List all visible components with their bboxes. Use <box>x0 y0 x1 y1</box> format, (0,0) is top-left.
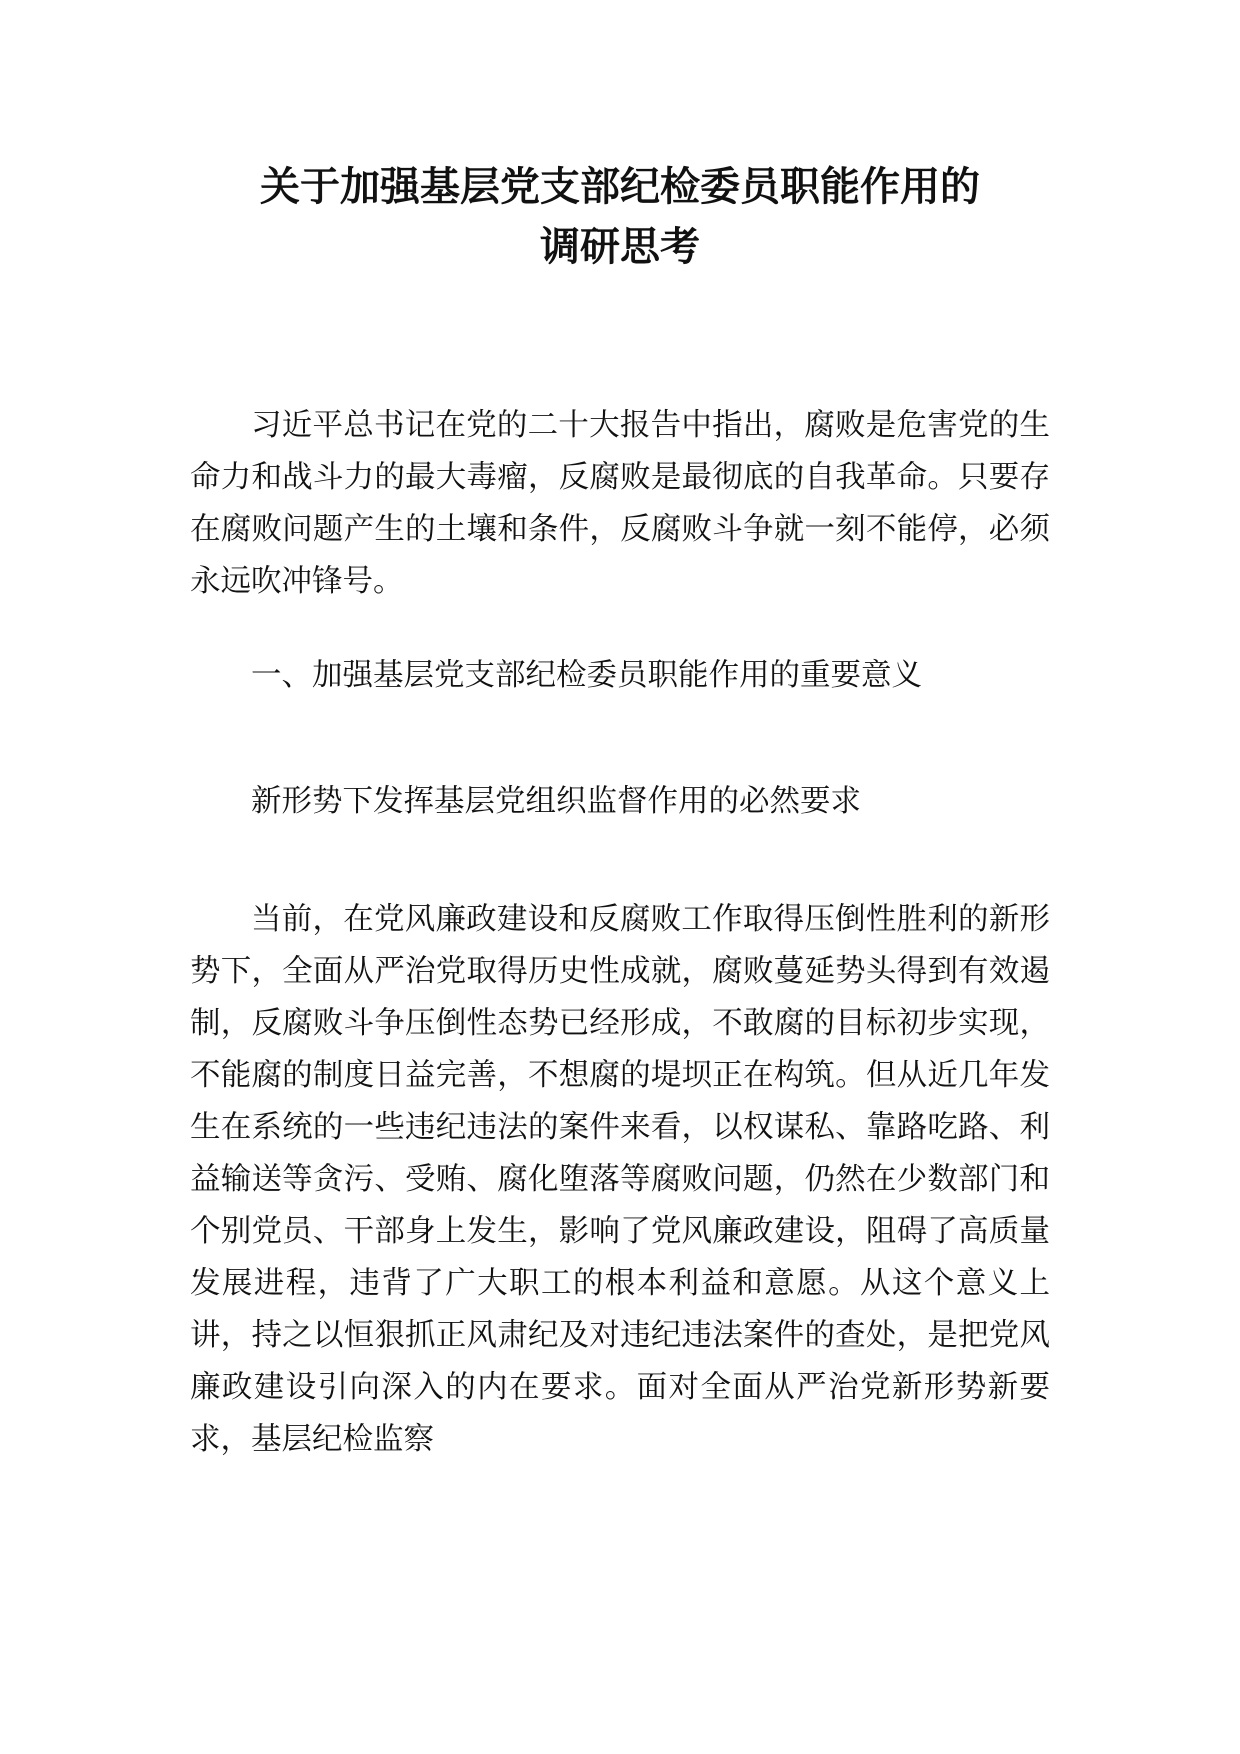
intro-paragraph: 习近平总书记在党的二十大报告中指出，腐败是危害党的生命力和战斗力的最大毒瘤，反腐败是最彻底的自我革命。只要存在腐败问题产生的土壤和条件，反腐败斗争就一刻不能停，必须永远吹冲锋号。 <box>190 408 1050 599</box>
document-title <box>190 157 1050 277</box>
title-line-1: 关于加强基层党支部纪检委员职能作用的 <box>260 164 980 210</box>
subsection-heading: 新形势下发挥基层党组织监督作用的必然要求 <box>251 784 861 819</box>
section-heading: 一、加强基层党支部纪检委员职能作用的重要意义 <box>251 658 922 693</box>
body-paragraph: 当前，在党风廉政建设和反腐败工作取得压倒性胜利的新形势下，全面从严治党取得历史性成就，腐败蔓延势头得到有效遏制，反腐败斗争压倒性态势已经形成，不敢腐的目标初步实现，不能腐的制度日益完善，不想腐的堤坝正在构筑。但从近几年发生在系统的一些违纪违法的案件来看，以权谋私、靠路吃路、利益输送等贪污、受贿、腐化堕落等腐败问题，仍然在少数部门和个别党员、干部身上发生，影响了党风廉政建设，阻碍了高质量发展进程，违背了广大职工的根本利益和意愿。从这个意义上讲，持之以恒狠抓正风肃纪及对违纪违法案件的查处，是把党风廉政建设引向深入的内在要求。面对全面从严治党新形势新要求，基层纪检监察 <box>190 902 1050 1457</box>
title-line-2: 调研思考 <box>540 224 700 270</box>
